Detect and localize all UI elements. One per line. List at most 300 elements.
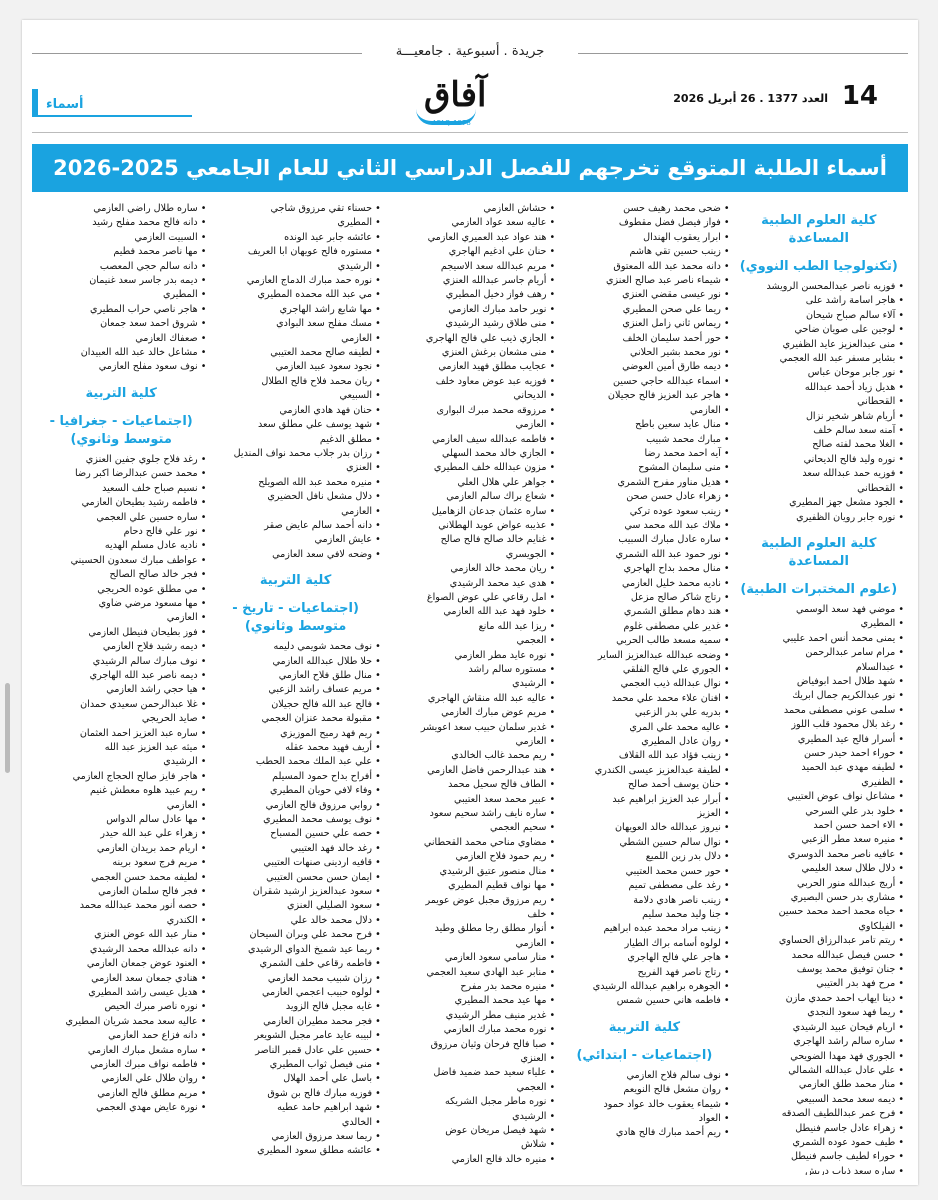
student-name: • ميثه عبد العزيز عبد الله	[36, 741, 206, 755]
student-name: • دلال مشعل نافل الحضيري	[210, 490, 380, 504]
student-name: • دانه أحمد سالم عايض صقر	[210, 519, 380, 533]
student-name: • مريم مطلق فالح العازمي	[36, 1087, 206, 1101]
student-name: • روان مشعل فالح النويعم	[559, 1083, 729, 1097]
student-name: • نوره محمد مبارك العازمي	[385, 1023, 555, 1037]
student-name: • موضي فهد سعد الوسمي	[734, 603, 904, 617]
student-name: • امل رقاعي علي عوض الصواغ	[385, 591, 555, 605]
student-name: • لبيبه عايد عامر مجبل الشويعر	[210, 1029, 380, 1043]
student-name: • مها عادل سالم الدواس	[36, 813, 206, 827]
student-name: • أبرار عبد العزيز ابراهيم عبد	[559, 793, 729, 807]
student-name: • عايش العازمي	[210, 533, 380, 547]
student-name: • لولوه أسامه براك الطيار	[559, 937, 729, 951]
student-name: • علي عبد الملك محمد الحطب	[210, 755, 380, 769]
student-name: • مرزوقه محمد مبرك البوارى	[385, 404, 555, 418]
student-name: • فاطمه هاني حسين شمس	[559, 994, 729, 1008]
student-name: • نوره وليد فالح الديحاني	[734, 453, 904, 467]
student-name: • الغلا محمد لفته صالح	[734, 438, 904, 452]
student-name: • رغد خالد فهد العتيبي	[210, 842, 380, 856]
student-name: • ريما علي صحن المطيري	[559, 303, 729, 317]
student-name: • منيره محمد بدر مفرح	[385, 980, 555, 994]
student-name: • منار سامي سعود العازمي	[385, 951, 555, 965]
student-name: • حسين علي عادل قمبر الناصر	[210, 1044, 380, 1058]
student-name: • زهراء علي عبد الله حيدر	[36, 827, 206, 841]
student-name: • نوال سالم حسين الشطي	[559, 836, 729, 850]
names-column	[734, 202, 904, 1175]
student-name: • حصه أنور محمد عبدالله محمد	[36, 899, 206, 913]
section-underline	[32, 115, 192, 117]
student-name: • نوره ناصر مبرك الحيص	[36, 1000, 206, 1014]
student-name: • صعفاك العازمي	[36, 332, 206, 346]
student-name: • منيره سعد مطر الزعبي	[734, 833, 904, 847]
student-name: • قافيه اردينى صنهات العتيبي	[210, 856, 380, 870]
student-name: • محمد حسن عبدالرضا اكبر رضا	[36, 467, 206, 481]
student-name: • جنان توفيق محمد يوسف	[734, 963, 904, 977]
student-name: • الخالدي	[210, 1116, 380, 1130]
student-name: • هاجر عبد العزيز فالح حجيلان	[559, 389, 729, 403]
student-name: • مطلق الدغيم	[210, 433, 380, 447]
student-name: • العازمي	[385, 735, 555, 749]
student-name: • مريم عبدالله سعد الاسيجم	[385, 260, 555, 274]
student-name: • عاليه سعد عواد العازمي	[385, 216, 555, 230]
student-name: • شيماء يعقوب خالد عواد حمود	[559, 1098, 729, 1112]
student-name: • خلود فهد عبد الله العازمي	[385, 605, 555, 619]
section-bar	[32, 89, 38, 115]
student-name: • هدى عيد محمد الرشيدي	[385, 577, 555, 591]
student-name: • منار محمد طلق العازمي	[734, 1078, 904, 1092]
section-name: أسماء	[46, 97, 84, 112]
student-name: • العزيز	[559, 807, 729, 821]
student-name: • فاطمه عبدالله سيف العازمي	[385, 433, 555, 447]
student-name: • أفراح بداح حمود المسيلم	[210, 770, 380, 784]
student-name: • زينب سعود عوده تركي	[559, 505, 729, 519]
student-name: • فالح عبد الله فالح حجيلان	[210, 698, 380, 712]
student-name: • الظفيري	[734, 776, 904, 790]
student-name: • نوره عايد مطر العازمي	[385, 649, 555, 663]
student-name: • منى مشعان برغش العنزي	[385, 346, 555, 360]
student-name: • مرام سامر عبدالرحمن	[734, 646, 904, 660]
student-name: • غدير سلمان حبيب سعد اعويشر	[385, 721, 555, 735]
student-name: • منيره محمد عبد الله الصويلح	[210, 476, 380, 490]
student-name: • خلف	[385, 908, 555, 922]
student-name: • حسناء تقي مرزوق شاجي	[210, 202, 380, 216]
student-name: • القحطاني	[734, 395, 904, 409]
student-name: • اريام حمد بريدان العازمي	[36, 842, 206, 856]
student-name: • حوراء احمد حيدر حسن	[734, 747, 904, 761]
student-name: • جواهر علي هلال العلي	[385, 476, 555, 490]
student-name: • فوزيه حمد عبدالله سعد	[734, 467, 904, 481]
student-name: • مرح فهد بدر العتيبي	[734, 977, 904, 991]
student-name: • مها ناصر محمد فطيم	[36, 245, 206, 259]
names-column	[36, 202, 206, 1175]
student-name: • عاليه محمد علي المري	[559, 721, 729, 735]
student-name: • ديمه بدر جاسر سعد غنيمان	[36, 274, 206, 288]
student-name: • ساره طلال راضي العازمي	[36, 202, 206, 216]
student-name: • المطيري	[734, 617, 904, 631]
student-name: • نوف يوسف محمد المطيري	[210, 813, 380, 827]
student-name: • لطيفة عبدالعزيز عيسى الكندري	[559, 764, 729, 778]
student-name: • مسك مفلح سعد البوادي	[210, 317, 380, 331]
student-name: • فجر خالد صالح الصالح	[36, 568, 206, 582]
student-name: • العجمي	[385, 1081, 555, 1095]
student-name: • مريم فرج سعود برينه	[36, 856, 206, 870]
student-name: • سعود الصليلي العنزي	[210, 899, 380, 913]
student-name: • الرشيدي	[210, 260, 380, 274]
student-name: • ساره مشعل مبارك العازمي	[36, 1044, 206, 1058]
student-name: • حشاش العازمي	[385, 202, 555, 216]
student-name: • ساره نايف راشد سحيم سعود	[385, 807, 555, 821]
student-name: • ريما عيد شميخ الدواي الرشيدي	[210, 943, 380, 957]
student-name: • دانه فزاع حمد العازمي	[36, 1029, 206, 1043]
student-name: • عائشه مطلق سعود المطيري	[210, 1144, 380, 1158]
student-name: • أريام جاسر عبدالله العنزي	[385, 274, 555, 288]
student-name: • الجوهره براهيم عبدالله الرشيدي	[559, 980, 729, 994]
student-name: • طيف حمود عوده الشمري	[734, 1136, 904, 1150]
student-name: • وفاء لافي حويان المطيري	[210, 784, 380, 798]
student-name: • شهد يوسف علي مطلق سعد	[210, 418, 380, 432]
student-name: • ديمه طارق أمين العوضي	[559, 360, 729, 374]
student-name: • هديل مناور مفرح الشمري	[559, 476, 729, 490]
student-name: • نور عبدالكريم جمال ابريك	[734, 689, 904, 703]
student-name: • زينب فؤاد عبد الله القلاف	[559, 749, 729, 763]
college-heading: (اجتماعيات - جغرافيا - متوسط وثانوي)	[49, 413, 193, 447]
student-name: • أنوار مطلق رجا مطلق وطيد	[385, 922, 555, 936]
student-name: • غدير علي مصطفى غلوم	[559, 620, 729, 634]
student-name: • رهف فواز دخيل المطيري	[385, 288, 555, 302]
student-name: • نوره ماطر مجبل الشريكه	[385, 1095, 555, 1109]
college-heading: (تكنولوجيا الطب النووي)	[739, 259, 898, 274]
student-name: • سلمى عوني مصطفى محمد	[734, 704, 904, 718]
student-name: • هاجر علي فالح الهاجري	[559, 951, 729, 965]
student-name: • شعاع براك سالم العازمي	[385, 490, 555, 504]
student-name: • منيره خالد فالح العازمي	[385, 1153, 555, 1167]
college-heading: (علوم المختبرات الطبية)	[740, 581, 898, 597]
student-name: • عبير محمد سعد العتيبي	[385, 793, 555, 807]
student-name: • سعود عبدالعزيز ارشيد شقران	[210, 885, 380, 899]
student-name: • هاجر ناصي حراب المطيري	[36, 303, 206, 317]
student-name: • فجر فالح سلمان العازمي	[36, 885, 206, 899]
student-name: • لطيفه محمد حسن العجمي	[36, 871, 206, 885]
student-name: • حياه محمد احمد محمد حسين	[734, 905, 904, 919]
student-name: • نوف سالم فلاح العازمي	[559, 1069, 729, 1083]
student-name: • أريام شاهر شخير نزال	[734, 410, 904, 424]
student-name: • دانه محمد عبد الله المعتوق	[559, 260, 729, 274]
student-name: • العجمي	[385, 634, 555, 648]
student-name: • لطيفه مهدي عبد الحميد	[734, 761, 904, 775]
student-name: • العازمي	[385, 418, 555, 432]
student-name: • مها شايع راشد الهاجري	[210, 303, 380, 317]
student-name: • زينب ناصر هادي دلامة	[559, 894, 729, 908]
student-name: • افنان علاء محمد علي محمد	[559, 692, 729, 706]
student-name: • الفيلكاوي	[734, 920, 904, 934]
student-name: • شلاش	[385, 1138, 555, 1152]
student-name: • فرح عمر عبداللطيف الصدقه	[734, 1107, 904, 1121]
student-name: • مريم عساف راشد الزعبي	[210, 683, 380, 697]
student-name: • مها عيد محمد المطيري	[385, 994, 555, 1008]
college-heading: كلية العلوم الطبية المساعدة	[761, 213, 877, 246]
student-name: • ريماس ثاني زامل العنزي	[559, 317, 729, 331]
student-name: • مي عبد الله محمده المطيري	[210, 288, 380, 302]
student-name: • الجازي ذيب علي فالح الهاجري	[385, 332, 555, 346]
scrollbar[interactable]	[5, 683, 10, 773]
student-name: • لوجين على صويان ضاحي	[734, 323, 904, 337]
college-heading: كلية التربية	[85, 385, 157, 401]
student-name: • الجوري فهد مهدا الضويحي	[734, 1050, 904, 1064]
student-name: • ريم محمد غالب الخالدي	[385, 749, 555, 763]
student-name: • الجود مشعل جهز المطيري	[734, 496, 904, 510]
student-name: • عاليه سعد محمد شريان المطيري	[36, 1015, 206, 1029]
student-name: • هيا حجي راشد العازمي	[36, 683, 206, 697]
student-name: • روان عادل المطيري	[559, 735, 729, 749]
college-heading: كلية العلوم الطبية المساعدة	[761, 535, 877, 569]
student-name: • الكندري	[36, 914, 206, 928]
student-name: • غلا عبدالرحمن سعيدي حمدان	[36, 698, 206, 712]
student-name: • هنادي جمعان سعد العازمي	[36, 972, 206, 986]
student-name: • حلا طلال عبدالله العازمي	[210, 655, 380, 669]
student-name: • ملاك عبد الله محمد سي	[559, 519, 729, 533]
student-name: • غدير منيف مطر الرشيدي	[385, 1009, 555, 1023]
student-name: • ديمه سعد محمد السبيعي	[734, 1093, 904, 1107]
student-name: • وضحه لافي سعد العازمي	[210, 548, 380, 562]
student-name: • نور جابر موحان عباس	[734, 366, 904, 380]
student-name: • غنايم خالد صالح فالح صالح	[385, 533, 555, 547]
student-name: • نور عيسى مقضي العنزي	[559, 288, 729, 302]
student-name: • دانه عبدالله محمد الرشيدي	[36, 943, 206, 957]
student-name: • العواد	[559, 1112, 729, 1126]
names-column	[559, 202, 729, 1175]
student-name: • دلال بدر زين اللميع	[559, 850, 729, 864]
student-name: • ريم حمود فلاح العازمي	[385, 850, 555, 864]
student-name: • هند عبدالرحمن فاضل العازمي	[385, 764, 555, 778]
student-name: • حسن فيصل عبدالله محمد	[734, 949, 904, 963]
student-name: • نجود سعود عبيد العازمي	[210, 360, 380, 374]
student-name: • ريزا عبد الله مانع	[385, 620, 555, 634]
student-name: • المطيري	[36, 288, 206, 302]
student-name: • نسيم صباح خلف السعيد	[36, 482, 206, 496]
student-name: • فوزيه ناصر عبدالمحسن الرويشد	[734, 280, 904, 294]
student-name: • ريان محمد فلاح فالح الطلال	[210, 375, 380, 389]
student-name: • ساره سعد ذياب دريش	[734, 1165, 904, 1175]
student-name: • جنا وليد محمد سليم	[559, 908, 729, 922]
student-name: • العازمي	[210, 332, 380, 346]
student-name: • نور محمد بشير الحلاني	[559, 346, 729, 360]
logo-subtitle: AFAQ-1978	[432, 119, 471, 127]
student-name: • شروق احمد سعد جمعان	[36, 317, 206, 331]
student-name: • مضاوي مناحي محمد القحطاني	[385, 836, 555, 850]
student-name: • رتاج شاكر صالح مزعل	[559, 591, 729, 605]
student-name: • علياء سعيد حمد ضميد فاضل	[385, 1066, 555, 1080]
student-name: • صايد الحريجي	[36, 712, 206, 726]
student-name: • مشاعل خالد عبد الله العبيدان	[36, 346, 206, 360]
student-name: • مشاري بدر حسن البصيري	[734, 891, 904, 905]
student-name: • عواطف مبارك سعدون الحسيني	[36, 554, 206, 568]
student-name: • رزان بدر جلاب محمد نواف المنديل	[210, 447, 380, 461]
student-name: • بشاير مسفر عبد الله العجمي	[734, 352, 904, 366]
student-name: • علي عادل عبدالله الشمالي	[734, 1064, 904, 1078]
student-name: • يمنى محمد أنس احمد عليبي	[734, 632, 904, 646]
student-name: • العنزي	[210, 461, 380, 475]
student-name: • نوف سعود مفلح العازمي	[36, 360, 206, 374]
student-name: • روان طلال علي العازمي	[36, 1072, 206, 1086]
student-name: • الطاف فالح سحيل محمد	[385, 778, 555, 792]
student-name: • وضحه عبدالله عبدالعزيز الساير	[559, 649, 729, 663]
student-name: • دلال محمد خالد علي	[210, 914, 380, 928]
student-name: • ريما سعد مرزوق العازمي	[210, 1130, 380, 1144]
student-name: • فواز فيصل فضل مقطوف	[559, 216, 729, 230]
student-name: • العنزي	[385, 1052, 555, 1066]
student-name: • منى فيصل ثواب المطيري	[210, 1058, 380, 1072]
student-name: • حور حسن محمد العتيبي	[559, 865, 729, 879]
student-name: • هديل عيسى راشد المطيري	[36, 986, 206, 1000]
logo	[412, 75, 522, 129]
student-name: • آمنه سعد سالم خلف	[734, 424, 904, 438]
student-name: • ساره سالم راشد الهاجري	[734, 1035, 904, 1049]
student-name: • العازمي	[36, 799, 206, 813]
student-name: • مبارك محمد شبيب	[559, 433, 729, 447]
names-columns	[36, 202, 904, 1175]
student-name: • حصه علي حسين المسباح	[210, 827, 380, 841]
student-name: • ديمه ناصر عبد الله الهاجري	[36, 669, 206, 683]
student-name: • ضحى محمد رهيف حسن	[559, 202, 729, 216]
student-name: • أريف فهيد محمد عقله	[210, 741, 380, 755]
student-name: • خلود بدر علي السرحي	[734, 805, 904, 819]
student-name: • نوف مبارك سالم الرشيدي	[36, 655, 206, 669]
student-name: • شهد طلال احمد ابوفياض	[734, 675, 904, 689]
student-name: • العازمي	[385, 937, 555, 951]
student-name: • عاليه عبد الله منقاش الهاجري	[385, 692, 555, 706]
student-name: • حنان علي ادغيم الهاجري	[385, 245, 555, 259]
student-name: • دانه سالم حجي المعصب	[36, 260, 206, 274]
student-name: • نوال عبدالله ذيب العجمي	[559, 677, 729, 691]
student-name: • مشاعل نواف عوض العتيبي	[734, 790, 904, 804]
student-name: • مستوره فالح عويهان ابا العريف	[210, 245, 380, 259]
student-name: • مي مطلق عوده الحريجي	[36, 583, 206, 597]
student-name: • العازمي	[210, 505, 380, 519]
names-column	[385, 202, 555, 1175]
student-name: • زينب حسين تقي هاشم	[559, 245, 729, 259]
student-name: • عذيبه عواض عويد الهطلاني	[385, 519, 555, 533]
student-name: • عبدالسلام	[734, 661, 904, 675]
student-name: • العنود عوض جمعان العازمي	[36, 957, 206, 971]
header-divider	[32, 132, 908, 133]
student-name: • ساره حسين علي العجمي	[36, 511, 206, 525]
student-name: • زهراء عادل جاسم فنيطل	[734, 1122, 904, 1136]
student-name: • دانه فالح محمد مفلح رشيد	[36, 216, 206, 230]
student-name: • شيماء ناصر عبد صالح العنزي	[559, 274, 729, 288]
college-heading: (اجتماعيات - تاريخ - متوسط وثانوي)	[232, 601, 359, 635]
student-name: • ناديه محمد خليل العازمي	[559, 577, 729, 591]
student-name: • ناديه عادل مسلم الهديه	[36, 539, 206, 553]
student-name: • عجايب مطلق فهيد العازمي	[385, 360, 555, 374]
student-name: • فاطمه نواف مبرك العازمي	[36, 1058, 206, 1072]
student-name: • هاجر اسامة راشد على	[734, 294, 904, 308]
student-name: • مستوره سالم راشد	[385, 663, 555, 677]
student-name: • باسل علي أحمد الهلال	[210, 1072, 380, 1086]
student-name: • القحطاني	[734, 482, 904, 496]
student-name: • ساره عثمان جدعان الزهاميل	[385, 505, 555, 519]
student-name: • ريم مرزوق مجبل عوض عويمر	[385, 894, 555, 908]
student-name: • نور علي فالح دحام	[36, 525, 206, 539]
student-name: • دلال طلال سعد العليمي	[734, 862, 904, 876]
names-column	[210, 202, 380, 1175]
student-name: • غايه مجبل فالح الزويد	[210, 1000, 380, 1014]
student-name: • شهد ابراهيم حامد عطيه	[210, 1101, 380, 1115]
student-name: • فوزيه عبد عوض معاود خلف	[385, 375, 555, 389]
issue-info: العدد 1377 . 26 أبريل 2026	[673, 92, 828, 105]
college-heading: كلية التربية	[259, 573, 332, 589]
student-name: • نوره حمد مبارك الدماج العازمي	[210, 274, 380, 288]
student-name: • ريتم تامر عبدالرزاق الحساوي	[734, 934, 904, 948]
student-name: • الرشيدي	[36, 755, 206, 769]
student-name: • زينب مراد محمد عبده ابراهيم	[559, 922, 729, 936]
student-name: • لطيفه صالح محمد العتيبي	[210, 346, 380, 360]
student-name: • بدريه علي بدر الزعبي	[559, 706, 729, 720]
student-name: • رغد على مصطفى تميم	[559, 879, 729, 893]
student-name: • آيه احمد محمد رضا	[559, 447, 729, 461]
student-name: • لولوه حبيب اعجمي العازمي	[210, 986, 380, 1000]
student-name: • اريام فيحان عبيد الرشيدي	[734, 1021, 904, 1035]
student-name: • الجازي خالد محمد السهلي	[385, 447, 555, 461]
student-name: • ريما فهد سعود النجدي	[734, 1006, 904, 1020]
student-name: • منار عبد الله عوض العنزي	[36, 928, 206, 942]
student-name: • نوره جابر رويان الظفيري	[734, 511, 904, 525]
student-name: • فرح محمد علي وبران السيحان	[210, 928, 380, 942]
student-name: • نوف محمد شويمي دليمه	[210, 640, 380, 654]
student-name: • الجويسري	[385, 548, 555, 562]
student-name: • فوزيه مبارك فالح بن شوق	[210, 1087, 380, 1101]
student-name: • حور أحمد سليمان الخلف	[559, 332, 729, 346]
student-name: • رغد بلال محمود قلب اللوز	[734, 718, 904, 732]
student-name: • السبيعي	[210, 389, 380, 403]
student-name: • مقبولة محمد عنزان العجمي	[210, 712, 380, 726]
student-name: • العازمي	[559, 404, 729, 418]
student-name: • منال منصور عتيق الرشيدي	[385, 865, 555, 879]
student-name: • ريم فهد رميح الموزيزي	[210, 727, 380, 741]
student-name: • أريج عبدالله منور الحربي	[734, 877, 904, 891]
student-name: • ريم أحمد مبارك فالح هادي	[559, 1126, 729, 1140]
student-name: • هند دهام مطلق الشمري	[559, 605, 729, 619]
student-name: • منابر عبد الهادي سعيد العجمي	[385, 966, 555, 980]
student-name: • مزون عبدالله خلف المطيري	[385, 461, 555, 475]
student-name: • مها نواف قطيم المطيري	[385, 879, 555, 893]
student-name: • منى طلاق رشيد الرشيدي	[385, 317, 555, 331]
student-name: • الديحاني	[385, 389, 555, 403]
student-name: • ديمه رشيد فلاح العازمي	[36, 640, 206, 654]
tagline: جريدة . أسبوعية . جامعيـــة	[22, 44, 918, 59]
student-name: • أسرار فالح عيد المطيري	[734, 733, 904, 747]
student-name: • السبيت العازمي	[36, 231, 206, 245]
student-name: • نور حمود عبد الله الشمري	[559, 548, 729, 562]
student-name: • هند عواد عبد العميري العازمي	[385, 231, 555, 245]
student-name: • مريم عوض مبارك العازمي	[385, 706, 555, 720]
student-name: • حنان فهد هادي العازمي	[210, 404, 380, 418]
student-name: • ساره عادل مبارك السبيب	[559, 533, 729, 547]
page-number: 14	[841, 81, 878, 111]
student-name: • رتاج ناصر فهد الفريح	[559, 966, 729, 980]
student-name: • منال محمد بداح الهاجري	[559, 562, 729, 576]
student-name: • العازمي	[36, 611, 206, 625]
student-name: • المطيري	[210, 216, 380, 230]
student-name: • منى عبدالعزيز عايد الظفيري	[734, 338, 904, 352]
newspaper-page	[22, 20, 918, 1185]
student-name: • الاء احمد حسن احمد	[734, 819, 904, 833]
student-name: • ايمان حسن محسن العتيبي	[210, 871, 380, 885]
student-name: • رزان شبيب محمد العازمي	[210, 972, 380, 986]
student-name: • فاطمه رشيد بطيحان العازمي	[36, 496, 206, 510]
student-name: • آلاء سالم صباح شيحان	[734, 309, 904, 323]
student-name: • منال طلق فلاح العازمي	[210, 669, 380, 683]
student-name: • حنان يوسف أحمد صالح	[559, 778, 729, 792]
student-name: • الرشيدي	[385, 677, 555, 691]
